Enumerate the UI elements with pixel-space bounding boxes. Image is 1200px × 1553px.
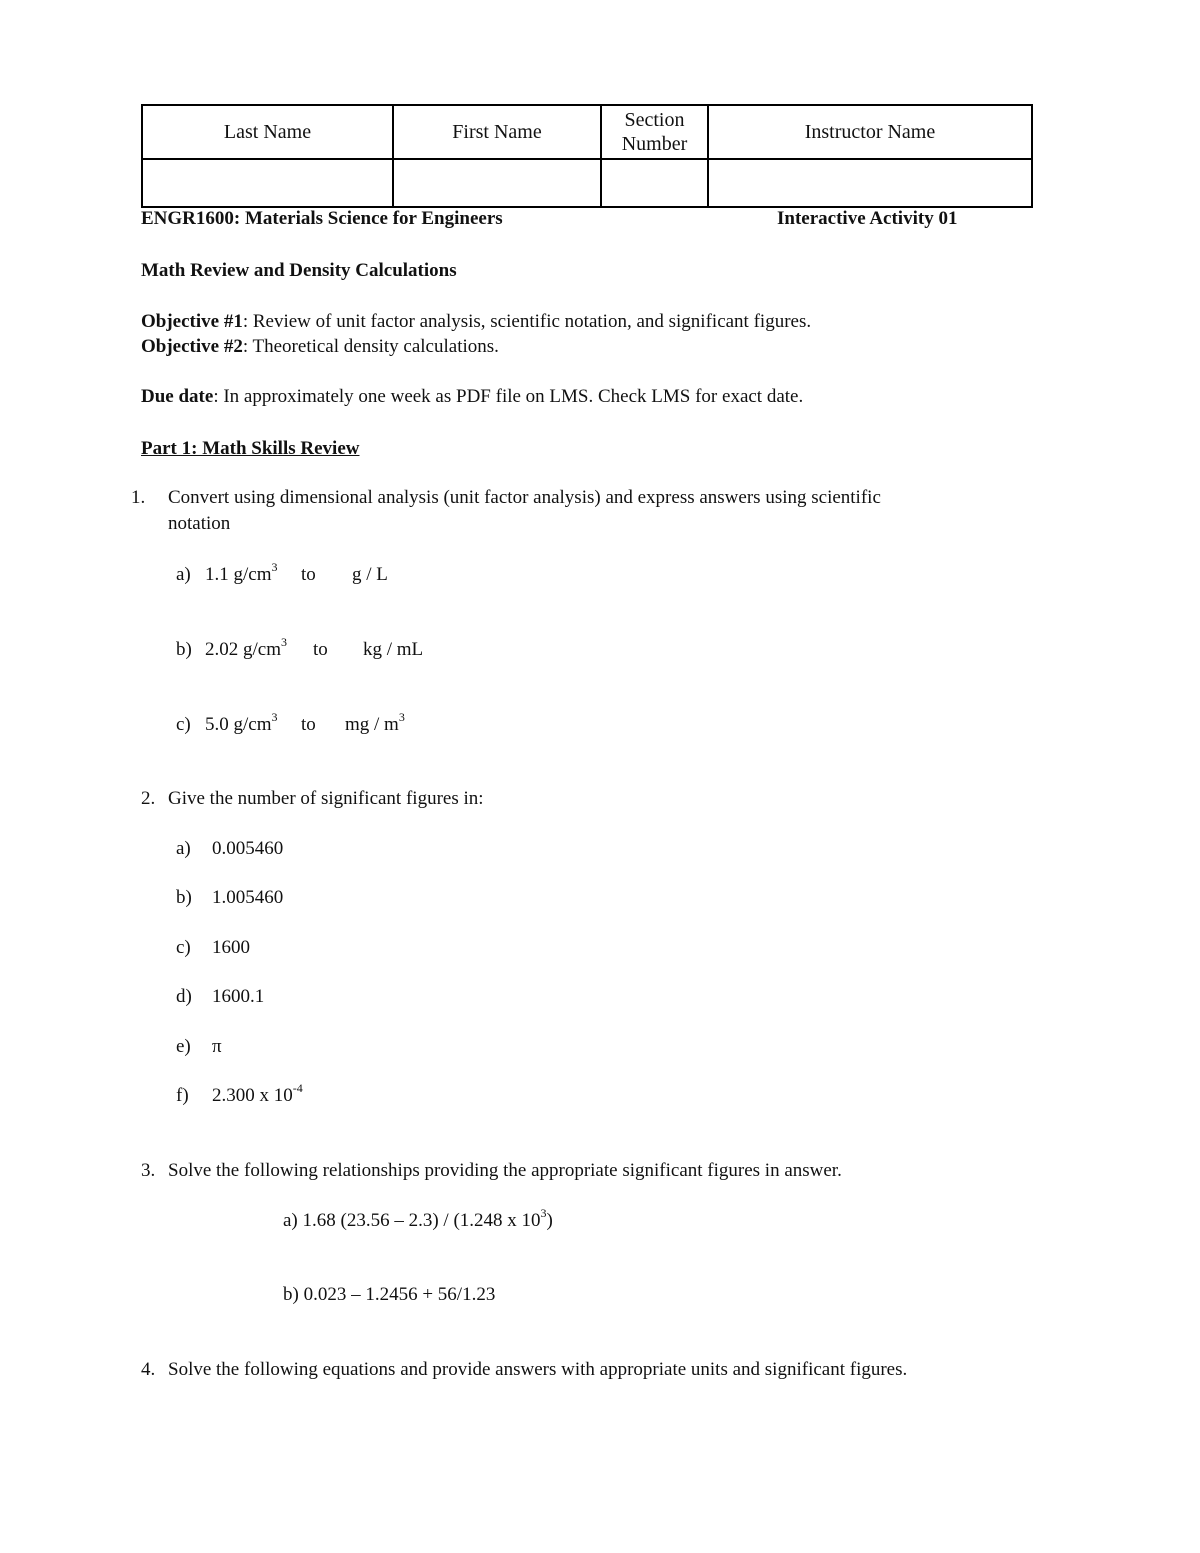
q2-item-b-letter: b) [176, 887, 192, 908]
q1-item-b-unit: kg / mL [363, 639, 424, 660]
number-label: Number [621, 133, 688, 155]
q2-text: Give the number of significant figures in: [168, 788, 484, 809]
q1-text-line2: notation [168, 513, 231, 534]
objective-1-text: : Review of unit factor analysis, scientific notation, and significant figures. [242, 311, 812, 332]
due-date-text: : In approximately one week as PDF file on LMS. Check LMS for exact date. [213, 386, 804, 407]
section-number-header [601, 105, 708, 159]
q2-item-f-number: 2.300 x 10 [212, 1085, 293, 1106]
q1-item-b-to: to [313, 639, 328, 660]
last-name-header: Last Name [142, 105, 393, 159]
q2-item-a-value: 0.005460 [212, 838, 284, 859]
section-number-cell[interactable] [601, 159, 708, 207]
q2-item-b-value: 1.005460 [212, 887, 284, 908]
q1-item-c-value [205, 709, 278, 736]
instructor-name-header: Instructor Name [708, 105, 1032, 159]
q2-item-f-value [212, 1080, 303, 1107]
q2-number: 2. [141, 788, 156, 809]
due-date [141, 386, 803, 408]
q1-item-c-to: to [301, 714, 316, 735]
q1-item-c-letter: c) [176, 714, 191, 735]
q3-item-a-exponent: 3 [540, 1205, 547, 1220]
first-name-header: First Name [393, 105, 601, 159]
q1-item-a-number: 1.1 g/cm [205, 564, 272, 585]
q1-item-c-unit [345, 709, 405, 736]
student-info-table [141, 104, 1033, 208]
q3-item-b: b) 0.023 – 1.2456 + 56/1.23 [283, 1284, 496, 1305]
last-name-cell[interactable] [142, 159, 393, 207]
q3-item-a-close: ) [546, 1210, 553, 1231]
document-title: Math Review and Density Calculations [141, 260, 457, 281]
q1-text-line1: Convert using dimensional analysis (unit factor analysis) and express answers using scientific [168, 487, 881, 508]
q1-item-c-unit-text: mg / m [345, 714, 399, 735]
q1-item-b-exponent: 3 [281, 634, 287, 649]
objective-1 [141, 311, 811, 333]
q1-item-b-number: 2.02 g/cm [205, 639, 281, 660]
q1-item-a-letter: a) [176, 564, 191, 585]
q2-item-a-letter: a) [176, 838, 191, 859]
q1-item-a-unit: g / L [352, 564, 388, 585]
course-title: ENGR1600: Materials Science for Engineers [141, 208, 503, 229]
q1-item-b-value [205, 634, 287, 661]
q3-number: 3. [141, 1160, 156, 1181]
q3-text: Solve the following relationships providing the appropriate significant figures in answer. [168, 1160, 842, 1181]
q1-item-a-value [205, 559, 278, 586]
q1-item-b-letter: b) [176, 639, 192, 660]
objective-2 [141, 336, 499, 358]
q2-item-d-value: 1600.1 [212, 986, 265, 1007]
q1-item-c-number: 5.0 g/cm [205, 714, 272, 735]
q2-item-d-letter: d) [176, 986, 192, 1007]
due-date-label: Due date [141, 386, 214, 407]
activity-label: Interactive Activity 01 [777, 208, 958, 229]
q2-item-e-letter: e) [176, 1036, 191, 1057]
objective-2-text: : Theoretical density calculations. [242, 336, 499, 357]
entry-row [142, 159, 1032, 207]
header-row [142, 105, 1032, 159]
q2-item-f-exponent: -4 [292, 1080, 303, 1095]
q2-item-c-value: 1600 [212, 937, 250, 958]
q1-item-a-to: to [301, 564, 316, 585]
part-1-heading: Part 1: Math Skills Review [141, 438, 360, 459]
q3-item-a-expression: a) 1.68 (23.56 – 2.3) / (1.248 x 10 [283, 1210, 541, 1231]
instructor-name-cell[interactable] [708, 159, 1032, 207]
q2-item-c-letter: c) [176, 937, 191, 958]
q3-item-a [283, 1205, 553, 1232]
q1-item-c-exponent: 3 [271, 709, 278, 724]
objective-2-label: Objective #2 [141, 336, 243, 357]
section-label: Section [624, 109, 685, 131]
q1-item-c-unit-exponent: 3 [398, 709, 405, 724]
first-name-cell[interactable] [393, 159, 601, 207]
q2-item-f-letter: f) [176, 1085, 189, 1106]
q2-item-e-value: π [212, 1036, 222, 1057]
q1-number: 1. [131, 487, 146, 508]
q1-item-a-exponent: 3 [271, 559, 278, 574]
q4-number: 4. [141, 1359, 156, 1380]
objective-1-label: Objective #1 [141, 311, 243, 332]
q4-text: Solve the following equations and provide answers with appropriate units and significant figures. [168, 1359, 908, 1380]
